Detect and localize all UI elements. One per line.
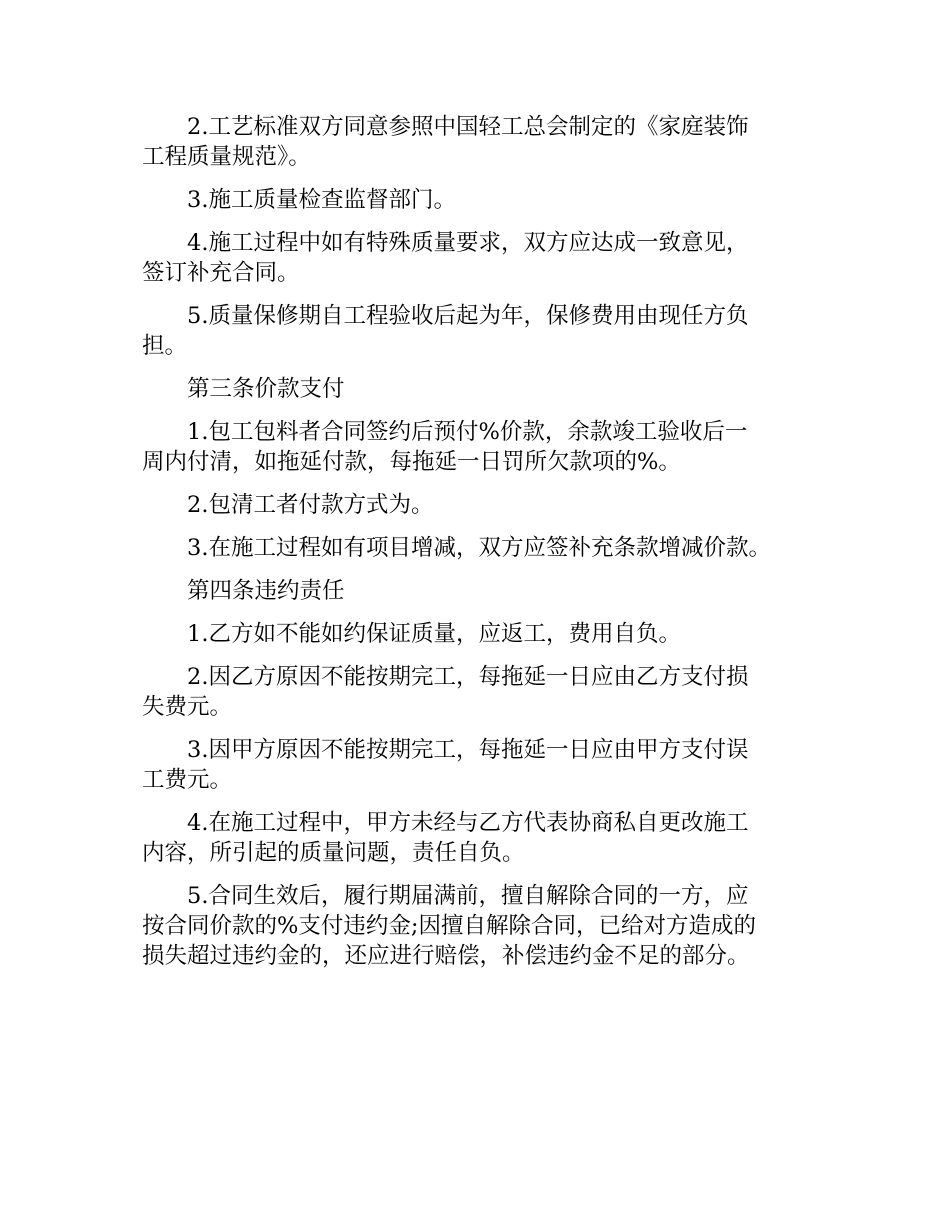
paragraph-line: 5.合同生效后，履行期届满前，擅自解除合同的一方，应 (187, 883, 749, 909)
paragraph-line: 按合同价款的%支付违约金;因擅自解除合同，已给对方造成的 (142, 913, 756, 939)
clause-labor-payment (142, 490, 822, 520)
section-heading: 第四条违约责任 (187, 578, 345, 604)
paragraph-line: 2.因乙方原因不能按期完工，每拖延一日应由乙方支付损 (187, 664, 749, 690)
clause-party-a-delay (142, 735, 822, 795)
section-heading-payment (142, 374, 822, 404)
clause-termination-penalty (142, 881, 822, 971)
clause-inspection-department (142, 185, 822, 215)
paragraph-line: 3.因甲方原因不能按期完工，每拖延一日应由甲方支付误 (187, 737, 749, 763)
paragraph-line: 内容，所引起的质量问题，责任自负。 (142, 840, 525, 866)
paragraph-line: 4.施工过程中如有特殊质量要求，双方应达成一致意见， (187, 230, 749, 256)
paragraph-line: 2.工艺标准双方同意参照中国轻工总会制定的《家庭装饰 (187, 114, 749, 140)
paragraph-line: 失费元。 (142, 694, 233, 720)
document-page (142, 112, 822, 984)
paragraph-line: 担。 (142, 333, 188, 359)
clause-special-requirements (142, 228, 822, 288)
clause-rework (142, 619, 822, 649)
clause-price-adjustment (142, 533, 822, 563)
paragraph-line: 5.质量保修期自工程验收后起为年，保修费用由现任方负 (187, 303, 749, 329)
paragraph-line: 1.包工包料者合同签约后预付%价款，余款竣工验收后一 (187, 419, 748, 445)
clause-warranty-period (142, 301, 822, 361)
paragraph-line: 签订补充合同。 (142, 260, 300, 286)
paragraph-line: 周内付清，如拖延付款，每拖延一日罚所欠款项的%。 (142, 449, 681, 475)
paragraph-line: 2.包清工者付款方式为。 (187, 492, 434, 518)
clause-quality-standard (142, 112, 822, 172)
paragraph-line: 工程质量规范》。 (142, 144, 311, 170)
paragraph-line: 损失超过违约金的，还应进行赔偿，补偿违约金不足的部分。 (142, 943, 750, 969)
paragraph-line: 1.乙方如不能如约保证质量，应返工，费用自负。 (187, 621, 681, 647)
clause-party-b-delay (142, 662, 822, 722)
paragraph-line: 工费元。 (142, 767, 233, 793)
paragraph-line: 3.施工质量检查监督部门。 (187, 187, 456, 213)
clause-prepayment (142, 417, 822, 477)
paragraph-line: 4.在施工过程中，甲方未经与乙方代表协商私自更改施工 (187, 810, 749, 836)
clause-unauthorized-change (142, 808, 822, 868)
section-heading-liability (142, 576, 822, 606)
section-heading: 第三条价款支付 (187, 376, 345, 402)
paragraph-line: 3.在施工过程如有项目增减，双方应签补充条款增减价款。 (187, 535, 771, 561)
